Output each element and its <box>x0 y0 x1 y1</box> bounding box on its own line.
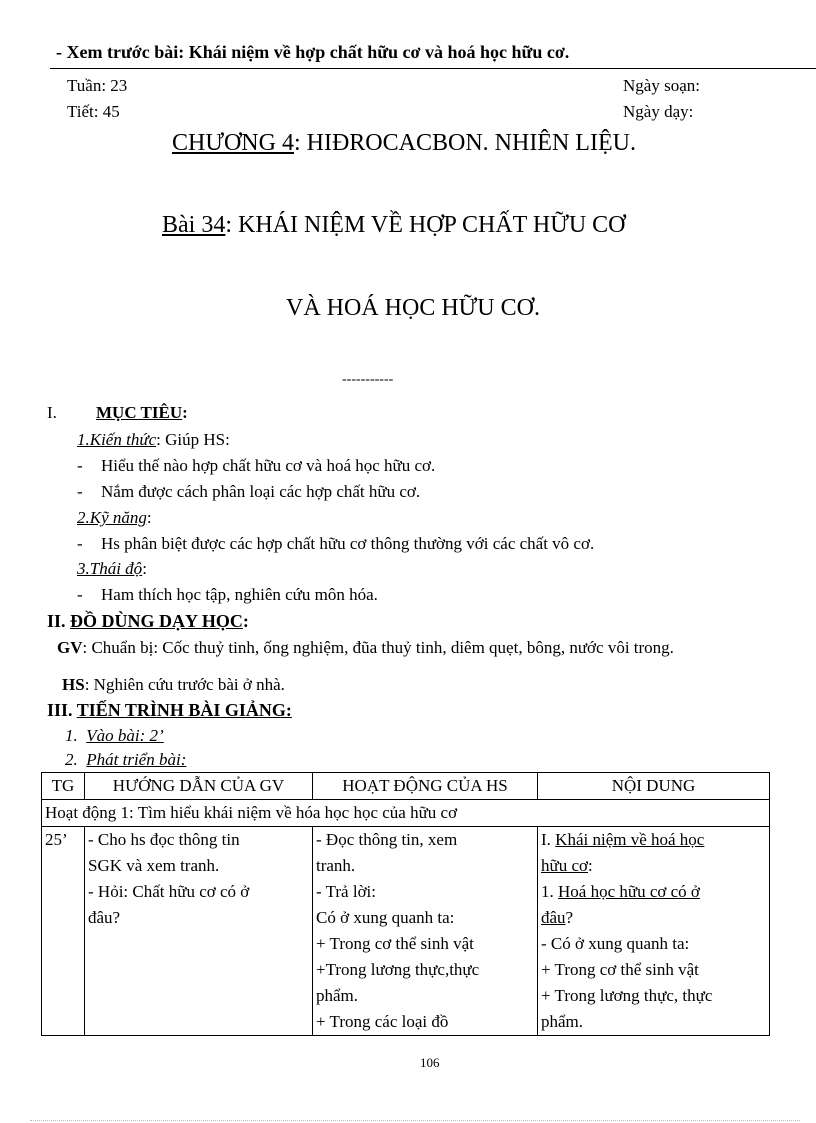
lesson-label: Bài 34 <box>162 212 226 238</box>
knowledge-subheading: 1.Kiến thức: Giúp HS: <box>77 430 230 449</box>
gv-line: GV: Chuẩn bị: Cốc thuỷ tinh, ống nghiệm, đũa thuỷ tinh, diêm quẹt, bông, nước vôi trong. <box>57 638 674 657</box>
section3-item: 1. Vào bài: 2’ <box>65 726 164 745</box>
footer-rule <box>30 1120 800 1121</box>
content-cell: I. Khái niệm về hoá học hữu cơ: 1. Hoá học hữu cơ có ở đâu? - Có ở xung quanh ta: + Trong cơ thể sinh vật + Trong lương thực, thực phẩm. <box>538 827 770 1036</box>
page-number: 106 <box>420 1055 440 1070</box>
time-cell: 25’ <box>42 827 85 1036</box>
hs-line: HS: Nghiên cứu trước bài ở nhà. <box>62 675 285 694</box>
separator: ----------- <box>342 372 394 387</box>
student-cell: - Đọc thông tin, xem tranh. - Trả lời: Có ở xung quanh ta: + Trong cơ thể sinh vật +Trong lương thực,thực phẩm. + Trong các loại đồ <box>313 827 538 1036</box>
chapter-label: CHƯƠNG 4 <box>172 130 294 156</box>
section3-item: 2. Phát triển bài: <box>65 750 187 769</box>
period-label: Tiết: 45 <box>67 102 120 121</box>
activity-row <box>42 800 770 827</box>
lesson-title <box>162 212 626 239</box>
table-row <box>42 827 770 1036</box>
section2-heading: II. ĐỒ DÙNG DẠY HỌC: <box>47 611 249 631</box>
header-teacher: HƯỚNG DẪN CỦA GV <box>85 773 313 800</box>
header-time: TG <box>42 773 85 800</box>
preview-line <box>56 42 569 63</box>
lesson-table <box>41 772 770 1036</box>
lesson-title-line2: VÀ HOÁ HỌC HỮU CƠ. <box>286 295 540 321</box>
preview-text: Khái niệm về hợp chất hữu cơ và hoá học hữu cơ. <box>184 42 570 62</box>
header-rule <box>50 68 816 69</box>
chapter-title <box>172 130 636 157</box>
lesson-title-line1: : KHÁI NIỆM VỀ HỢP CHẤT HỮU CƠ <box>225 212 626 238</box>
header-student: HOẠT ĐỘNG CỦA HS <box>313 773 538 800</box>
attitude-subheading: 3.Thái độ: <box>77 559 147 578</box>
section1-heading: MỤC TIÊU: <box>96 403 188 422</box>
prep-date-label: Ngày soạn: <box>623 76 700 95</box>
teacher-cell: - Cho hs đọc thông tin SGK và xem tranh. - Hỏi: Chất hữu cơ có ở đâu? <box>85 827 313 1036</box>
skill-subheading: 2.Kỹ năng: <box>77 508 152 527</box>
section3-heading: III. TIẾN TRÌNH BÀI GIẢNG: <box>47 700 292 720</box>
header-content: NỘI DUNG <box>538 773 770 800</box>
week-label: Tuần: 23 <box>67 76 128 95</box>
teach-date-label: Ngày dạy: <box>623 102 694 121</box>
chapter-name: : HIĐROCACBON. NHIÊN LIỆU. <box>293 130 636 156</box>
table-header-row <box>42 773 770 800</box>
activity-title: Hoạt động 1: Tìm hiểu khái niệm về hóa học học của hữu cơ <box>42 800 770 827</box>
preview-prefix: - Xem trước bài: <box>56 42 185 62</box>
section1-roman: I. <box>47 403 57 422</box>
